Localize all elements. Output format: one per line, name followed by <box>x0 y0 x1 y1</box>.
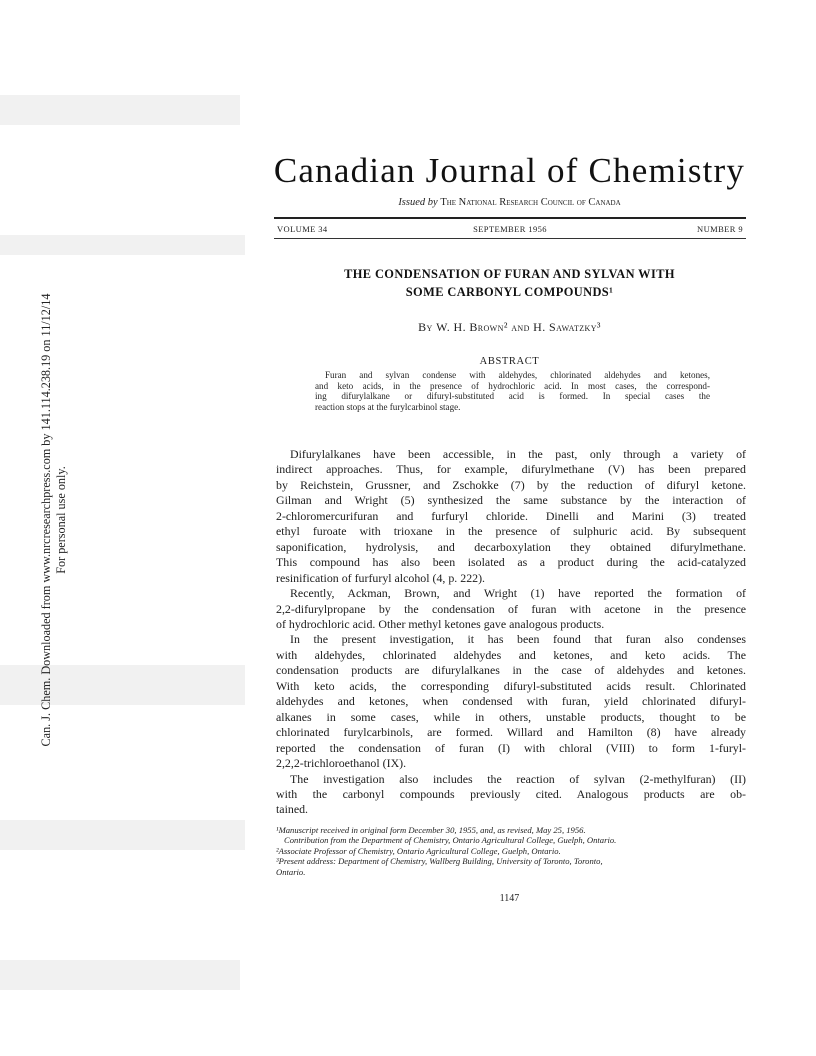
paragraph-line: Recently, Ackman, Brown, and Wright (1) have reported the formation of <box>290 586 746 601</box>
footnote-1-contribution: Contribution from the Department of Chemistry, Ontario Agricultural College, Guelph, Ontario. <box>284 835 617 846</box>
article-title-line-1: THE CONDENSATION OF FURAN AND SYLVAN WITH <box>344 267 675 281</box>
footnotes <box>276 825 746 877</box>
paragraph-line: 2-chloromercurifuran and furfuryl chloride. Dinelli and Marini (3) treated <box>276 508 746 523</box>
paragraph-line: indirect approaches. Thus, for example, difurylmethane (V) has been prepared <box>276 462 746 477</box>
paragraph-line: Difurylalkanes have been accessible, in the past, only through a variety of <box>290 447 746 461</box>
paragraph-line: The investigation also includes the reaction of sylvan (2-methylfuran) (II) <box>290 771 746 786</box>
paragraph-line: Gilman and Wright (5) synthesized the same substance by the interaction of <box>276 493 746 508</box>
page-number: 1147 <box>499 893 520 904</box>
paragraph-line: In the present investigation, it has been found that furan also condenses <box>290 632 746 647</box>
article-title-line-2: SOME CARBONYL COMPOUNDS¹ <box>405 285 614 299</box>
header-rule-top <box>274 217 746 219</box>
paragraph-line: 2,2,2-trichloroethanol (IX). <box>276 756 407 771</box>
paragraph-line: reported the condensation of furan (I) with chloral (VIII) to form 1-furyl- <box>276 740 746 755</box>
paragraph-line: with aldehydes, chlorinated aldehydes and ketones, and keto acids. The <box>276 647 746 662</box>
footnote-3: ³Present address: Department of Chemistry, Wallberg Building, University of Toronto, Toronto, <box>276 856 603 867</box>
paragraph-line: condensation products are difurylalkanes in the case of aldehydes and ketones. <box>276 663 746 678</box>
paragraph-line: saponification, hydrolysis, and decarboxylation they obtained difurylmethane. <box>276 539 746 554</box>
paragraph-line: by Reichstein, Grussner, and Zschokke (7) by the reduction of difuryl ketone. <box>276 477 746 492</box>
scan-artifact <box>0 95 240 125</box>
paragraph-line: ethyl furoate with trioxane in the presence of sulphuric acid. By subsequent <box>276 524 746 539</box>
issued-by-prefix: Issued by <box>398 197 438 208</box>
issuing-organization: The National Research Council of Canada <box>440 197 621 208</box>
header-rule-bottom <box>274 238 746 239</box>
author-names: W. H. Brown² and H. Sawatzky³ <box>436 320 601 334</box>
footnote-3-continued: Ontario. <box>276 866 306 877</box>
issue-date: SEPTEMBER 1956 <box>473 224 547 234</box>
download-watermark <box>5 265 68 775</box>
paragraph-line: tained. <box>276 802 309 817</box>
abstract-heading: ABSTRACT <box>479 356 540 367</box>
footnote-1: ¹Manuscript received in original form December 30, 1955, and, as revised, May 25, 1956. <box>276 825 586 835</box>
issue-line <box>277 224 743 236</box>
issued-by <box>272 197 747 208</box>
paragraph-line: chlorinated furylcarbinols, are formed. Willard and Hamilton (8) have already <box>276 725 746 740</box>
volume-label: VOLUME 34 <box>277 224 328 234</box>
abstract-line: ing difurylalkane or difuryl-substituted acid is formed. In special cases the <box>315 391 710 402</box>
journal-title: Canadian Journal of Chemistry <box>273 151 746 190</box>
footnote-2: ²Associate Professor of Chemistry, Ontario Agricultural College, Guelph, Ontario. <box>276 845 561 856</box>
abstract-line: Furan and sylvan condense with aldehydes, chlorinated aldehydes and ketones, <box>325 370 710 380</box>
paragraph-line: alkanes in some cases, while in others, unstable products, thought to be <box>276 709 746 724</box>
paragraph-line: with the carbonyl compounds previously cited. Analogous products are ob- <box>276 786 746 801</box>
paragraph-line: resinification of furfuryl alcohol (4, p. 222). <box>276 570 486 585</box>
issue-number: NUMBER 9 <box>697 224 743 234</box>
paragraph-line: of hydrochloric acid. Other methyl ketones gave analogous products. <box>276 616 605 631</box>
scan-artifact <box>0 820 245 850</box>
author-byline <box>272 320 747 335</box>
abstract <box>315 370 710 412</box>
paragraph-line: With keto acids, the corresponding difuryl-substituted acids result. Chlorinated <box>276 678 746 693</box>
scan-artifact <box>0 960 240 990</box>
paragraph-line: This compound has also been isolated as a product during the acid-catalyzed <box>276 555 746 570</box>
article-title <box>272 265 747 301</box>
abstract-line: and keto acids, in the presence of hydrochloric acid. In most cases, the correspond- <box>315 380 710 391</box>
body-text <box>276 447 746 818</box>
abstract-line: reaction stops at the furylcarbinol stage. <box>315 401 461 412</box>
scan-artifact <box>0 235 245 255</box>
watermark-line-2: For personal use only. <box>54 466 68 574</box>
watermark-line-1: Can. J. Chem. Downloaded from www.nrcresearchpress.com by 141.114.238.19 on 11/12/14 <box>39 293 53 747</box>
byline-prefix: By <box>418 320 433 334</box>
paragraph-line: aldehydes and ketones, when condensed with furan, yield chlorinated difuryl- <box>276 694 746 709</box>
paragraph-line: 2,2-difurylpropane by the condensation of furan with acetone in the presence <box>276 601 746 616</box>
